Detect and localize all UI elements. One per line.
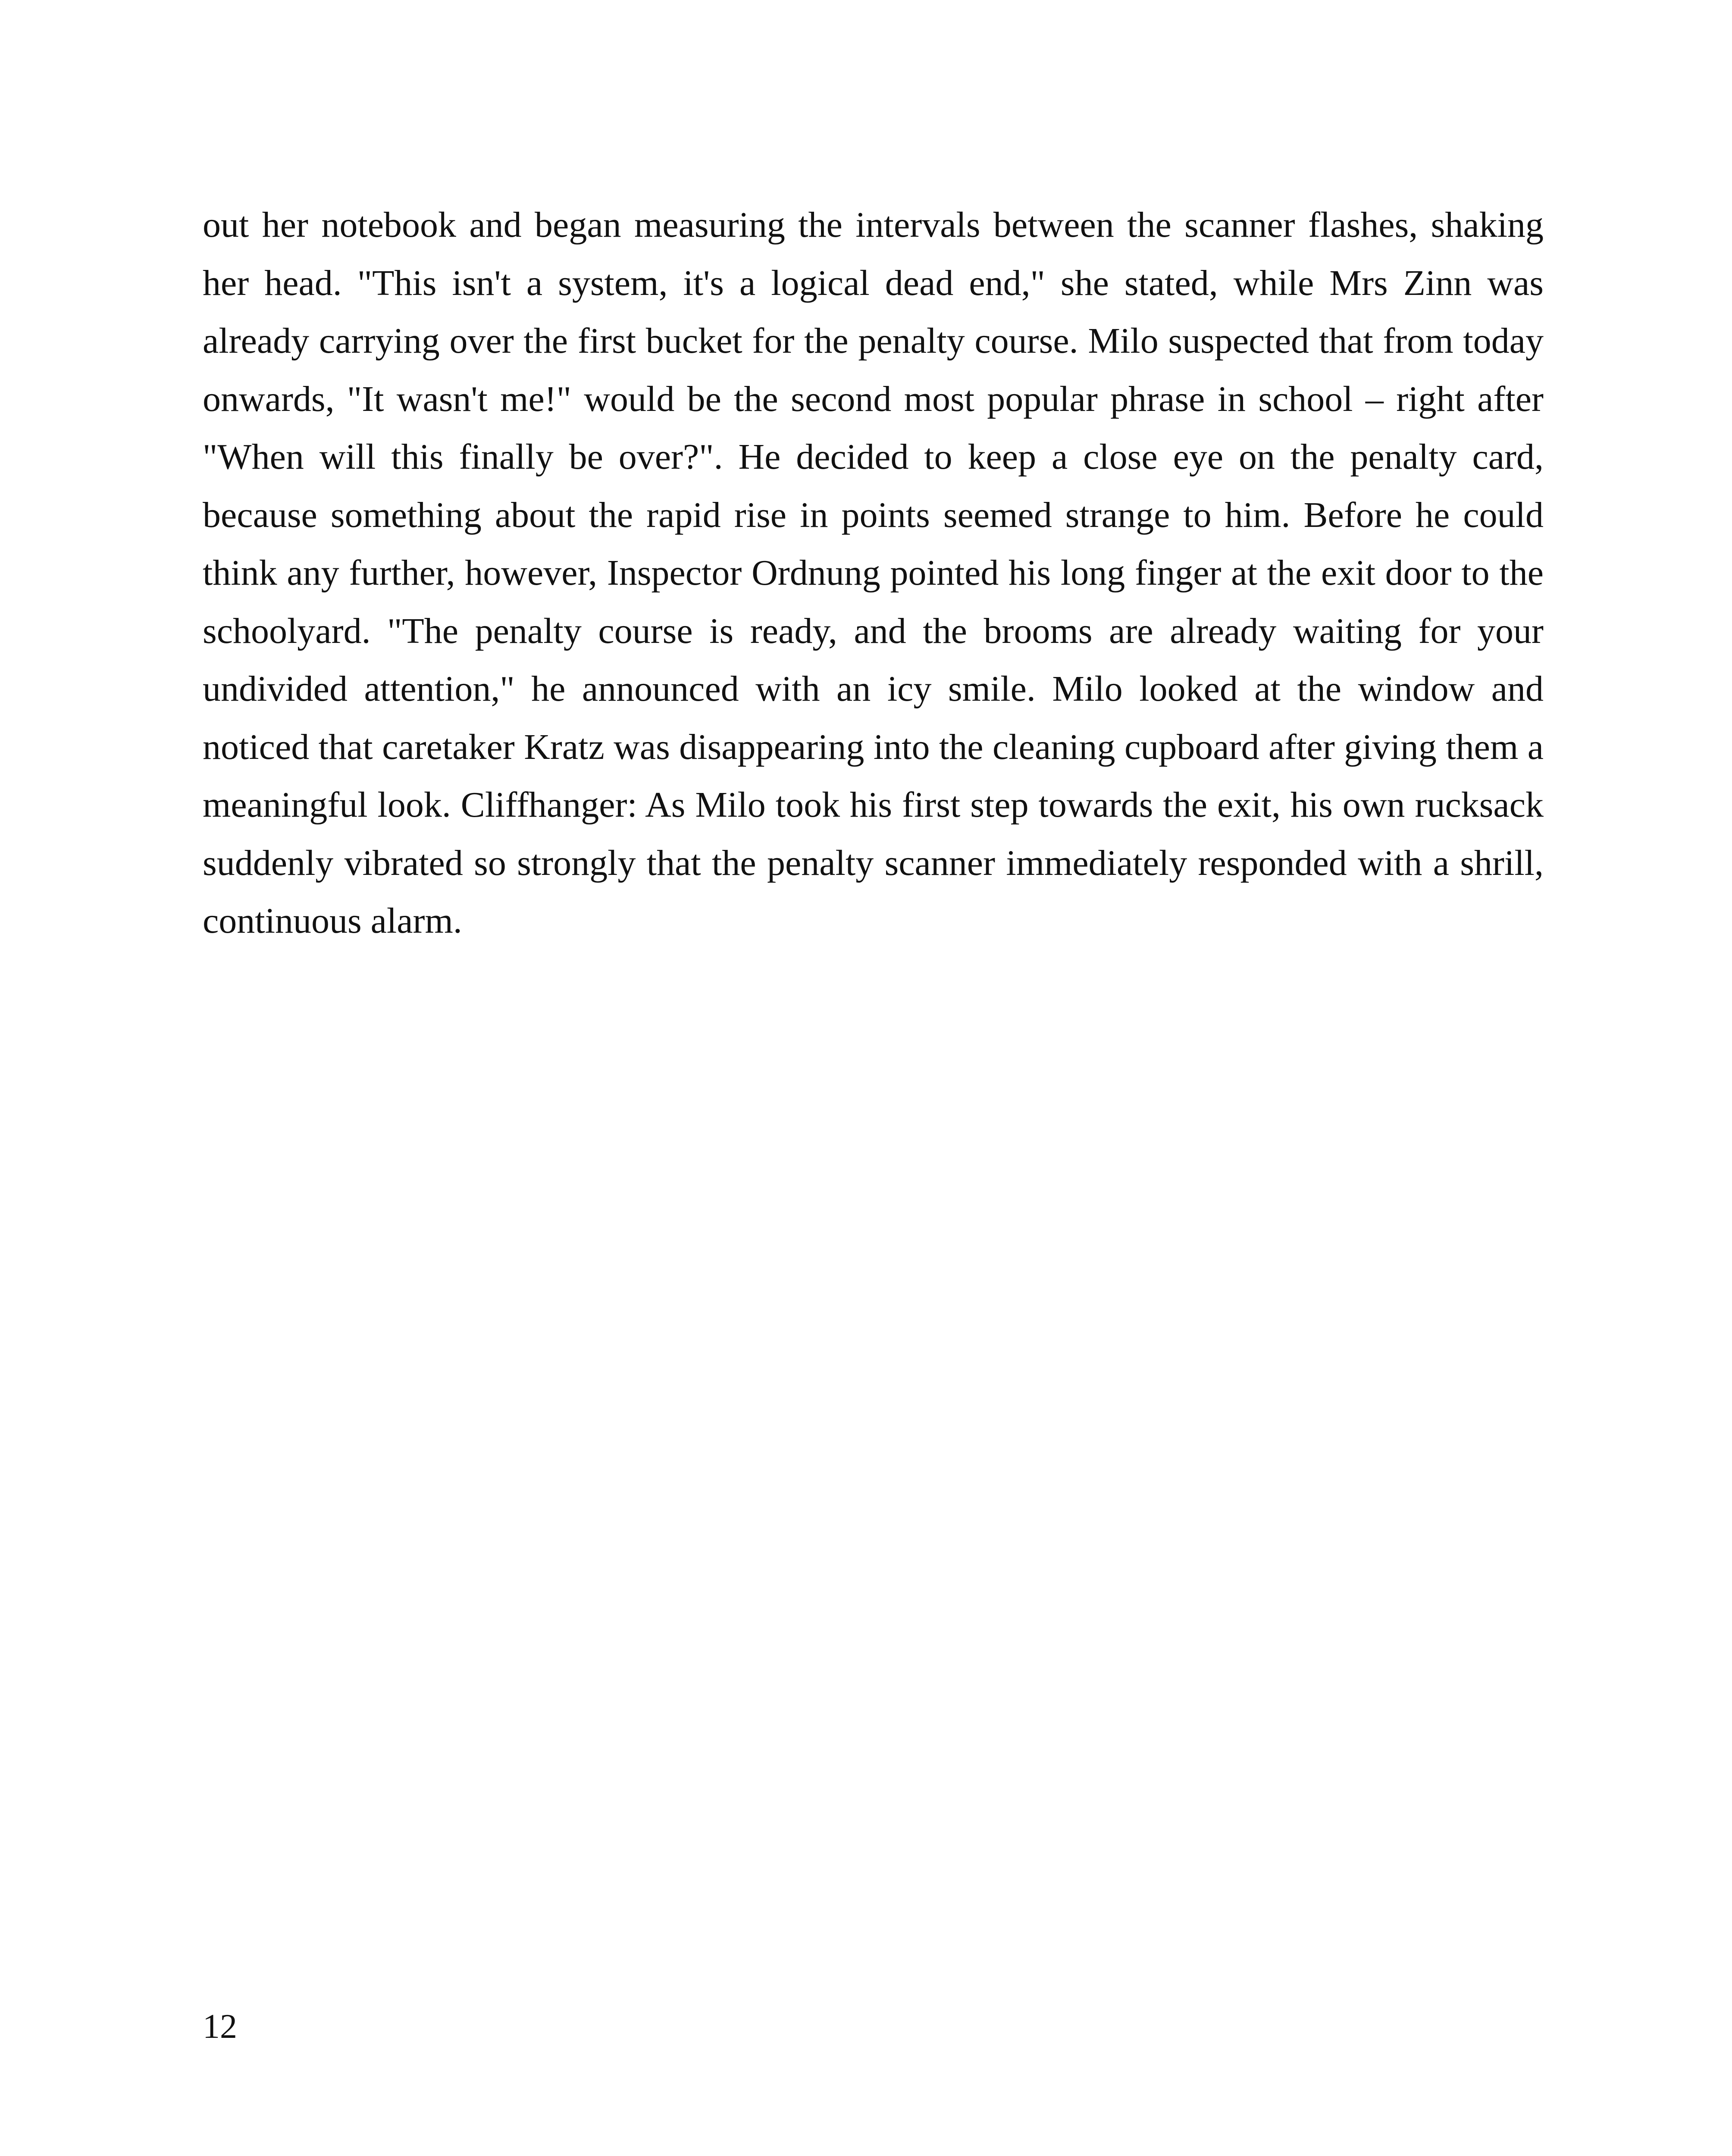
page-number: 12 — [203, 2008, 237, 2046]
body-paragraph: out her notebook and began measuring the intervals between the scanner flashes, shaking her head. "This isn't a system, it's a logical dead end," she stated, while Mrs Zinn was already carrying over the first bucket for the penalty course. Milo suspected that from today onwards, "It wasn't me!" would be the second most popular phrase in school – right after "When will this finally be over?". He decided to keep a close eye on the penalty card, because something about the rapid rise in points seemed strange to him. Before he could think any further, however, Inspector Ordnung pointed his long finger at the exit door to the schoolyard. "The penalty course is ready, and the brooms are already waiting for your undivided attention," he announced with an icy smile. Milo looked at the window and noticed that caretaker Kratz was disappearing into the cleaning cupboard after giving them a meaningful look. Cliffhanger: As Milo took his first step towards the exit, his own rucksack suddenly vibrated so strongly that the penalty scanner immediately responded with a shrill, continuous alarm. — [203, 205, 1544, 941]
